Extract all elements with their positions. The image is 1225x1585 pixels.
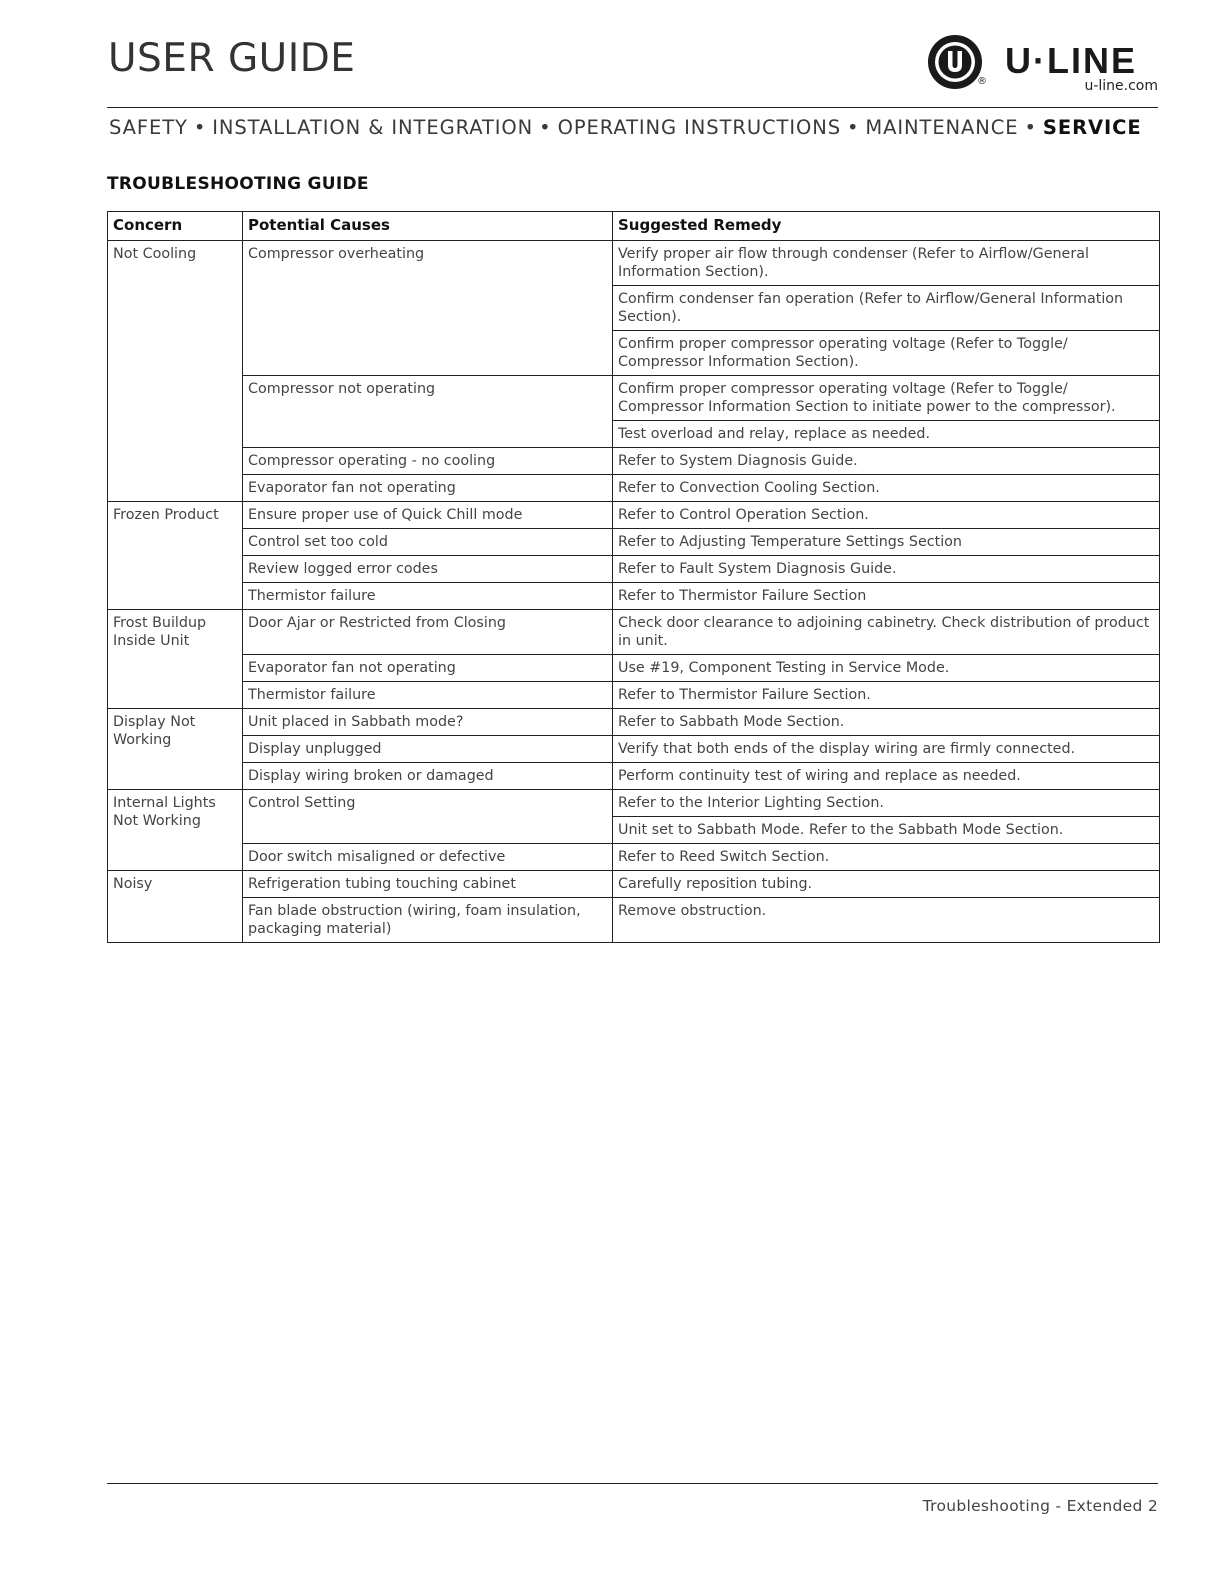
remedy-cell: Remove obstruction. [613, 898, 1160, 943]
concern-cell: Not Cooling [108, 241, 243, 502]
section-nav [109, 116, 1142, 139]
remedy-cell: Confirm proper compressor operating voltage (Refer to Toggle/ Compressor Information Section). [613, 331, 1160, 376]
concern-cell: Frost Buildup Inside Unit [108, 610, 243, 709]
nav-item-operating: OPERATING INSTRUCTIONS [557, 116, 841, 139]
header-divider [107, 107, 1158, 108]
concern-cell: Display Not Working [108, 709, 243, 790]
u-line-logo-icon [927, 34, 983, 90]
table-row [108, 709, 1160, 736]
table-row [108, 763, 1160, 790]
troubleshooting-table [107, 211, 1160, 943]
table-row [108, 241, 1160, 286]
table-row [108, 556, 1160, 583]
column-header-causes: Potential Causes [243, 212, 613, 241]
cause-cell: Door Ajar or Restricted from Closing [243, 610, 613, 655]
table-row [108, 502, 1160, 529]
cause-cell: Compressor not operating [243, 376, 613, 448]
remedy-cell: Perform continuity test of wiring and replace as needed. [613, 763, 1160, 790]
cause-cell: Review logged error codes [243, 556, 613, 583]
table-body [108, 241, 1160, 943]
column-header-concern: Concern [108, 212, 243, 241]
table-row [108, 475, 1160, 502]
concern-cell: Frozen Product [108, 502, 243, 610]
remedy-cell: Refer to Control Operation Section. [613, 502, 1160, 529]
concern-cell: Internal Lights Not Working [108, 790, 243, 871]
remedy-cell: Refer to Adjusting Temperature Settings Section [613, 529, 1160, 556]
page-footer-label: Troubleshooting - Extended 2 [922, 1497, 1158, 1515]
table-row [108, 871, 1160, 898]
remedy-cell: Refer to Reed Switch Section. [613, 844, 1160, 871]
cause-cell: Refrigeration tubing touching cabinet [243, 871, 613, 898]
remedy-cell: Refer to System Diagnosis Guide. [613, 448, 1160, 475]
cause-cell: Control Setting [243, 790, 613, 844]
cause-cell: Evaporator fan not operating [243, 655, 613, 682]
page-title: USER GUIDE [108, 36, 356, 81]
remedy-cell: Verify proper air flow through condenser (Refer to Airflow/General Information Section). [613, 241, 1160, 286]
cause-cell: Door switch misaligned or defective [243, 844, 613, 871]
table-row [108, 736, 1160, 763]
nav-separator: • [1024, 116, 1037, 139]
table-row [108, 583, 1160, 610]
remedy-cell: Refer to Thermistor Failure Section. [613, 682, 1160, 709]
nav-item-maintenance: MAINTENANCE [865, 116, 1019, 139]
cause-cell: Control set too cold [243, 529, 613, 556]
nav-item-installation: INSTALLATION & INTEGRATION [212, 116, 534, 139]
table-row [108, 655, 1160, 682]
remedy-cell: Refer to the Interior Lighting Section. [613, 790, 1160, 817]
remedy-cell: Refer to Thermistor Failure Section [613, 583, 1160, 610]
section-title: TROUBLESHOOTING GUIDE [107, 174, 369, 194]
remedy-cell: Confirm condenser fan operation (Refer to Airflow/General Information Section). [613, 286, 1160, 331]
remedy-cell: Refer to Sabbath Mode Section. [613, 709, 1160, 736]
table-row [108, 529, 1160, 556]
remedy-cell: Confirm proper compressor operating voltage (Refer to Toggle/ Compressor Information Section to initiate power to the compressor). [613, 376, 1160, 421]
nav-item-service-active: SERVICE [1042, 116, 1142, 139]
concern-cell: Noisy [108, 871, 243, 943]
cause-cell: Unit placed in Sabbath mode? [243, 709, 613, 736]
footer-divider [107, 1483, 1158, 1484]
table-row [108, 898, 1160, 943]
table-row [108, 448, 1160, 475]
nav-separator: • [539, 116, 552, 139]
remedy-cell: Test overload and relay, replace as needed. [613, 421, 1160, 448]
remedy-cell: Unit set to Sabbath Mode. Refer to the Sabbath Mode Section. [613, 817, 1160, 844]
nav-separator: • [847, 116, 860, 139]
remedy-cell: Check door clearance to adjoining cabinetry. Check distribution of product in unit. [613, 610, 1160, 655]
cause-cell: Display unplugged [243, 736, 613, 763]
table-row [108, 844, 1160, 871]
column-header-remedy: Suggested Remedy [613, 212, 1160, 241]
table-row [108, 790, 1160, 817]
table-row [108, 682, 1160, 709]
brand-logo [927, 34, 1159, 96]
cause-cell: Evaporator fan not operating [243, 475, 613, 502]
cause-cell: Compressor overheating [243, 241, 613, 376]
cause-cell: Compressor operating - no cooling [243, 448, 613, 475]
remedy-cell: Carefully reposition tubing. [613, 871, 1160, 898]
remedy-cell: Refer to Convection Cooling Section. [613, 475, 1160, 502]
nav-item-safety: SAFETY [109, 116, 188, 139]
cause-cell: Thermistor failure [243, 583, 613, 610]
table-header-row [108, 212, 1160, 241]
cause-cell: Thermistor failure [243, 682, 613, 709]
cause-cell: Display wiring broken or damaged [243, 763, 613, 790]
registered-mark: ® [977, 76, 987, 87]
table-row [108, 376, 1160, 421]
remedy-cell: Verify that both ends of the display wiring are firmly connected. [613, 736, 1160, 763]
cause-cell: Ensure proper use of Quick Chill mode [243, 502, 613, 529]
brand-url: u-line.com [1084, 78, 1158, 94]
cause-cell: Fan blade obstruction (wiring, foam insulation, packaging material) [243, 898, 613, 943]
remedy-cell: Use #19, Component Testing in Service Mode. [613, 655, 1160, 682]
nav-separator: • [193, 116, 207, 139]
remedy-cell: Refer to Fault System Diagnosis Guide. [613, 556, 1160, 583]
brand-wordmark: U·LINE [1005, 40, 1137, 81]
table-row [108, 610, 1160, 655]
